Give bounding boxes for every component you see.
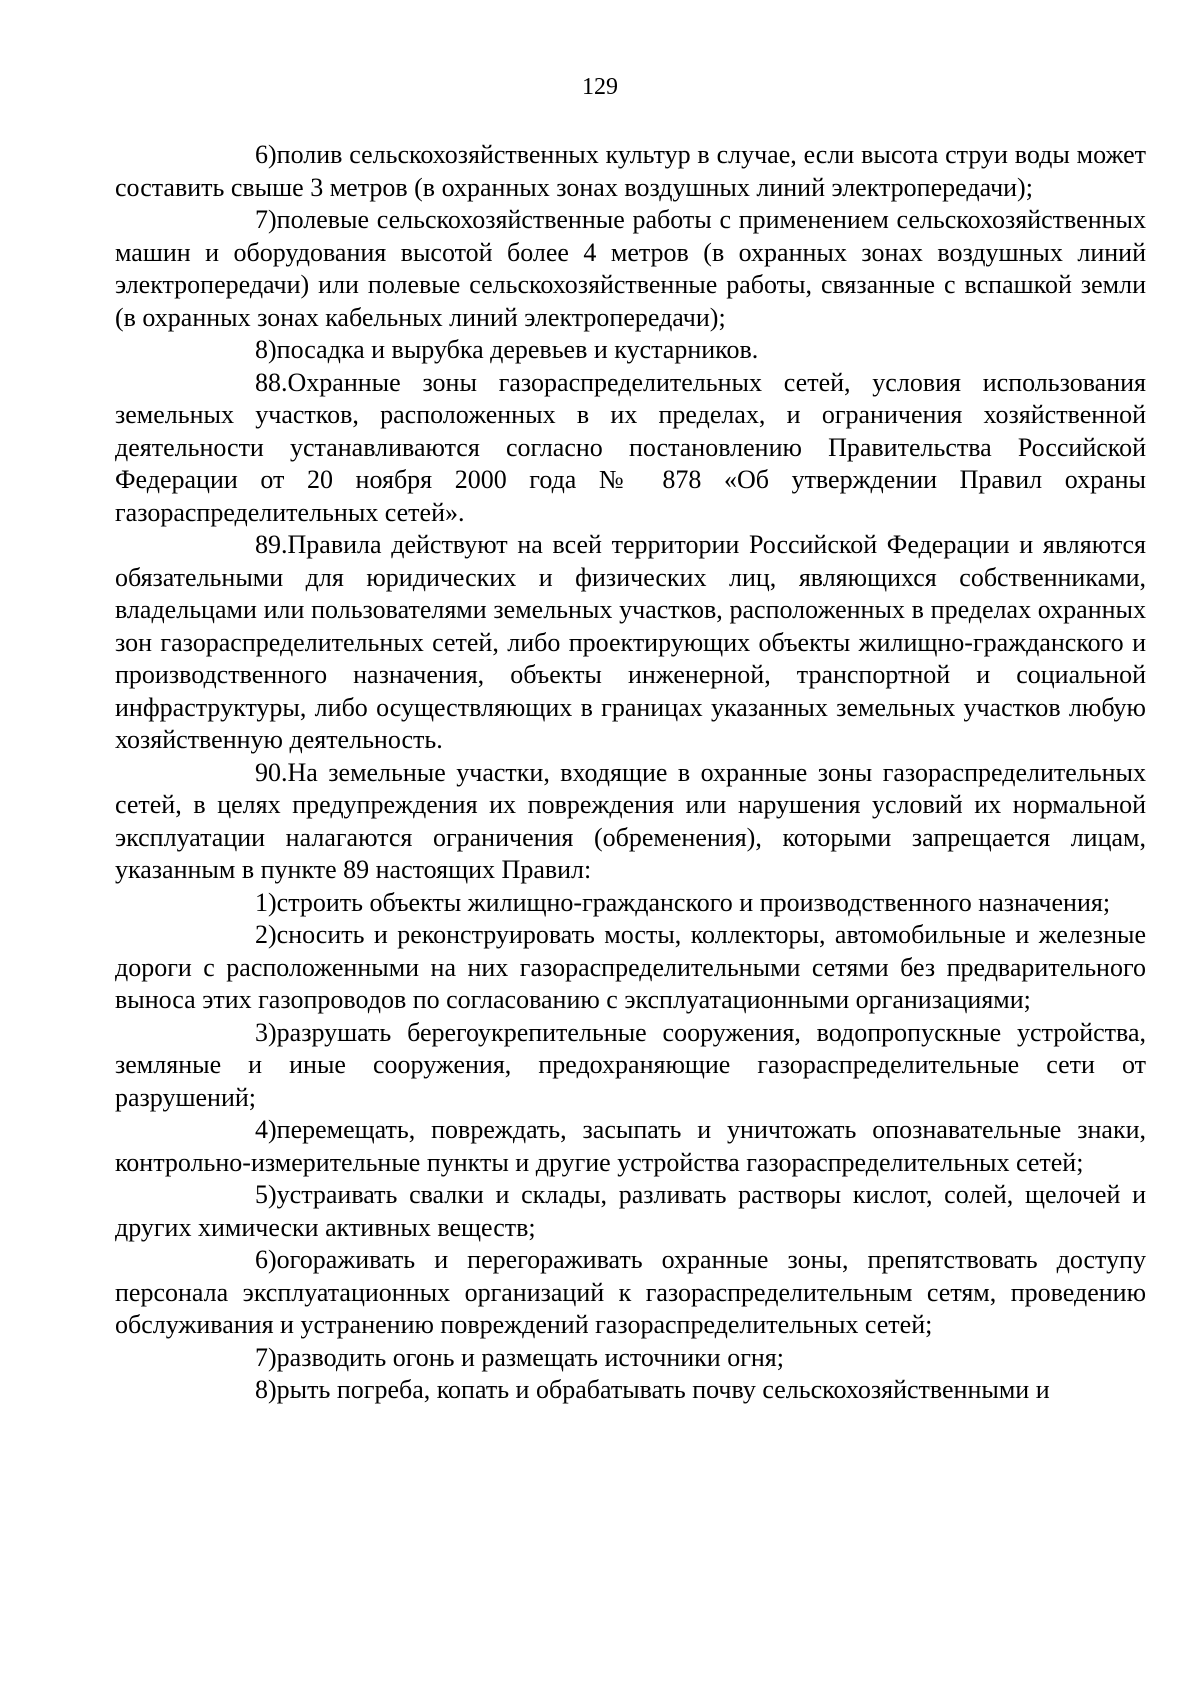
section-text: На земельные участки, входящие в охранные зоны газораспределительных сетей, в целях предупреждения их повреждения или нарушения условий их нормальной эксплуатации налагаются ограничения (обременения), которыми запрещается лицам, указанным в пункте 89 настоящих Правил: — [115, 757, 1146, 884]
restriction-item-7 — [115, 1342, 1146, 1375]
item-number: 7) — [255, 1342, 277, 1372]
section-number: 90. — [255, 757, 288, 787]
item-number: 4) — [255, 1115, 277, 1144]
restriction-item-8 — [115, 1374, 1146, 1407]
item-text: разводить огонь и размещать источники огня; — [276, 1342, 784, 1372]
item-number: 1) — [255, 887, 277, 917]
item-text: разрушать берегоукрепительные сооружения, водопропускные устройства, земляные и иные сооружения, предохраняющие газораспределительные сети от разрушений; — [115, 1017, 1146, 1112]
item-number: 5) — [255, 1180, 277, 1209]
item-text: полив сельскохозяйственных культур в случае, если высота струи воды может составить свыше 3 метров (в охранных зонах воздушных линий электропередачи); — [115, 140, 1146, 202]
restriction-item-5 — [115, 1179, 1146, 1244]
section-90 — [115, 757, 1146, 887]
list-item-8-trees — [115, 334, 1146, 367]
list-item-6-irrigation — [115, 139, 1146, 204]
item-number: 6) — [255, 140, 277, 169]
item-text: перемещать, повреждать, засыпать и уничтожать опознавательные знаки, контрольно-измерительные пункты и другие устройства газораспределительных сетей; — [115, 1115, 1146, 1177]
document-body — [115, 139, 1146, 1407]
section-number: 89. — [255, 530, 288, 559]
restriction-item-2 — [115, 919, 1146, 1017]
item-text: рыть погреба, копать и обрабатывать почву сельскохозяйственными и — [276, 1375, 1050, 1404]
section-text: Охранные зоны газораспределительных сетей, условия использования земельных участков, расположенных в их пределах, и ограничения хозяйственной деятельности устанавливаются согласно постановлению Правительства Российской Федерации от 20 ноября 2000 года № 878 «Об утверждении Правил охраны газораспределительных сетей». — [115, 367, 1146, 527]
section-number: 88. — [255, 367, 288, 397]
item-number: 8) — [255, 1375, 277, 1404]
section-88 — [115, 367, 1146, 530]
item-number: 3) — [255, 1017, 277, 1047]
restriction-item-3 — [115, 1017, 1146, 1115]
restriction-item-4 — [115, 1114, 1146, 1179]
item-text: посадка и вырубка деревьев и кустарников. — [276, 335, 759, 364]
item-number: 2) — [255, 920, 277, 949]
restriction-item-6 — [115, 1244, 1146, 1342]
item-text: строить объекты жилищно-гражданского и производственного назначения; — [276, 887, 1111, 917]
item-number: 8) — [255, 335, 277, 364]
item-text: устраивать свалки и склады, разливать растворы кислот, солей, щелочей и других химически активных веществ; — [115, 1180, 1146, 1242]
item-text: огораживать и перегораживать охранные зоны, препятствовать доступу персонала эксплуатационных организаций к газораспределительным сетям, проведению обслуживания и устранению повреждений газораспределительных сетей; — [115, 1245, 1146, 1339]
list-item-7-field-works — [115, 204, 1146, 334]
item-number: 7) — [255, 205, 277, 234]
section-text: Правила действуют на всей территории Российской Федерации и являются обязательными для юридических и физических лиц, являющихся собственниками, владельцами или пользователями земельных участков, расположенных в пределах охранных зон газораспределительных сетей, либо проектирующих объекты жилищно-гражданского и производственного назначения, объекты инженерной, транспортной и социальной инфраструктуры, либо осуществляющих в границах указанных земельных участков любую хозяйственную деятельность. — [115, 530, 1146, 754]
restriction-item-1 — [115, 887, 1146, 920]
item-text: полевые сельскохозяйственные работы с применением сельскохозяйственных машин и оборудования высотой более 4 метров (в охранных зонах воздушных линий электропередачи) или полевые сельскохозяйственные работы, связанные с вспашкой земли (в охранных зонах кабельных линий электропередачи); — [115, 205, 1146, 332]
item-text: сносить и реконструировать мосты, коллекторы, автомобильные и железные дороги с расположенными на них газораспределительными сетями без предварительного выноса этих газопроводов по согласованию с эксплуатационными организациями; — [115, 920, 1146, 1014]
item-number: 6) — [255, 1245, 277, 1274]
page-number: 129 — [582, 74, 618, 100]
section-89 — [115, 529, 1146, 757]
